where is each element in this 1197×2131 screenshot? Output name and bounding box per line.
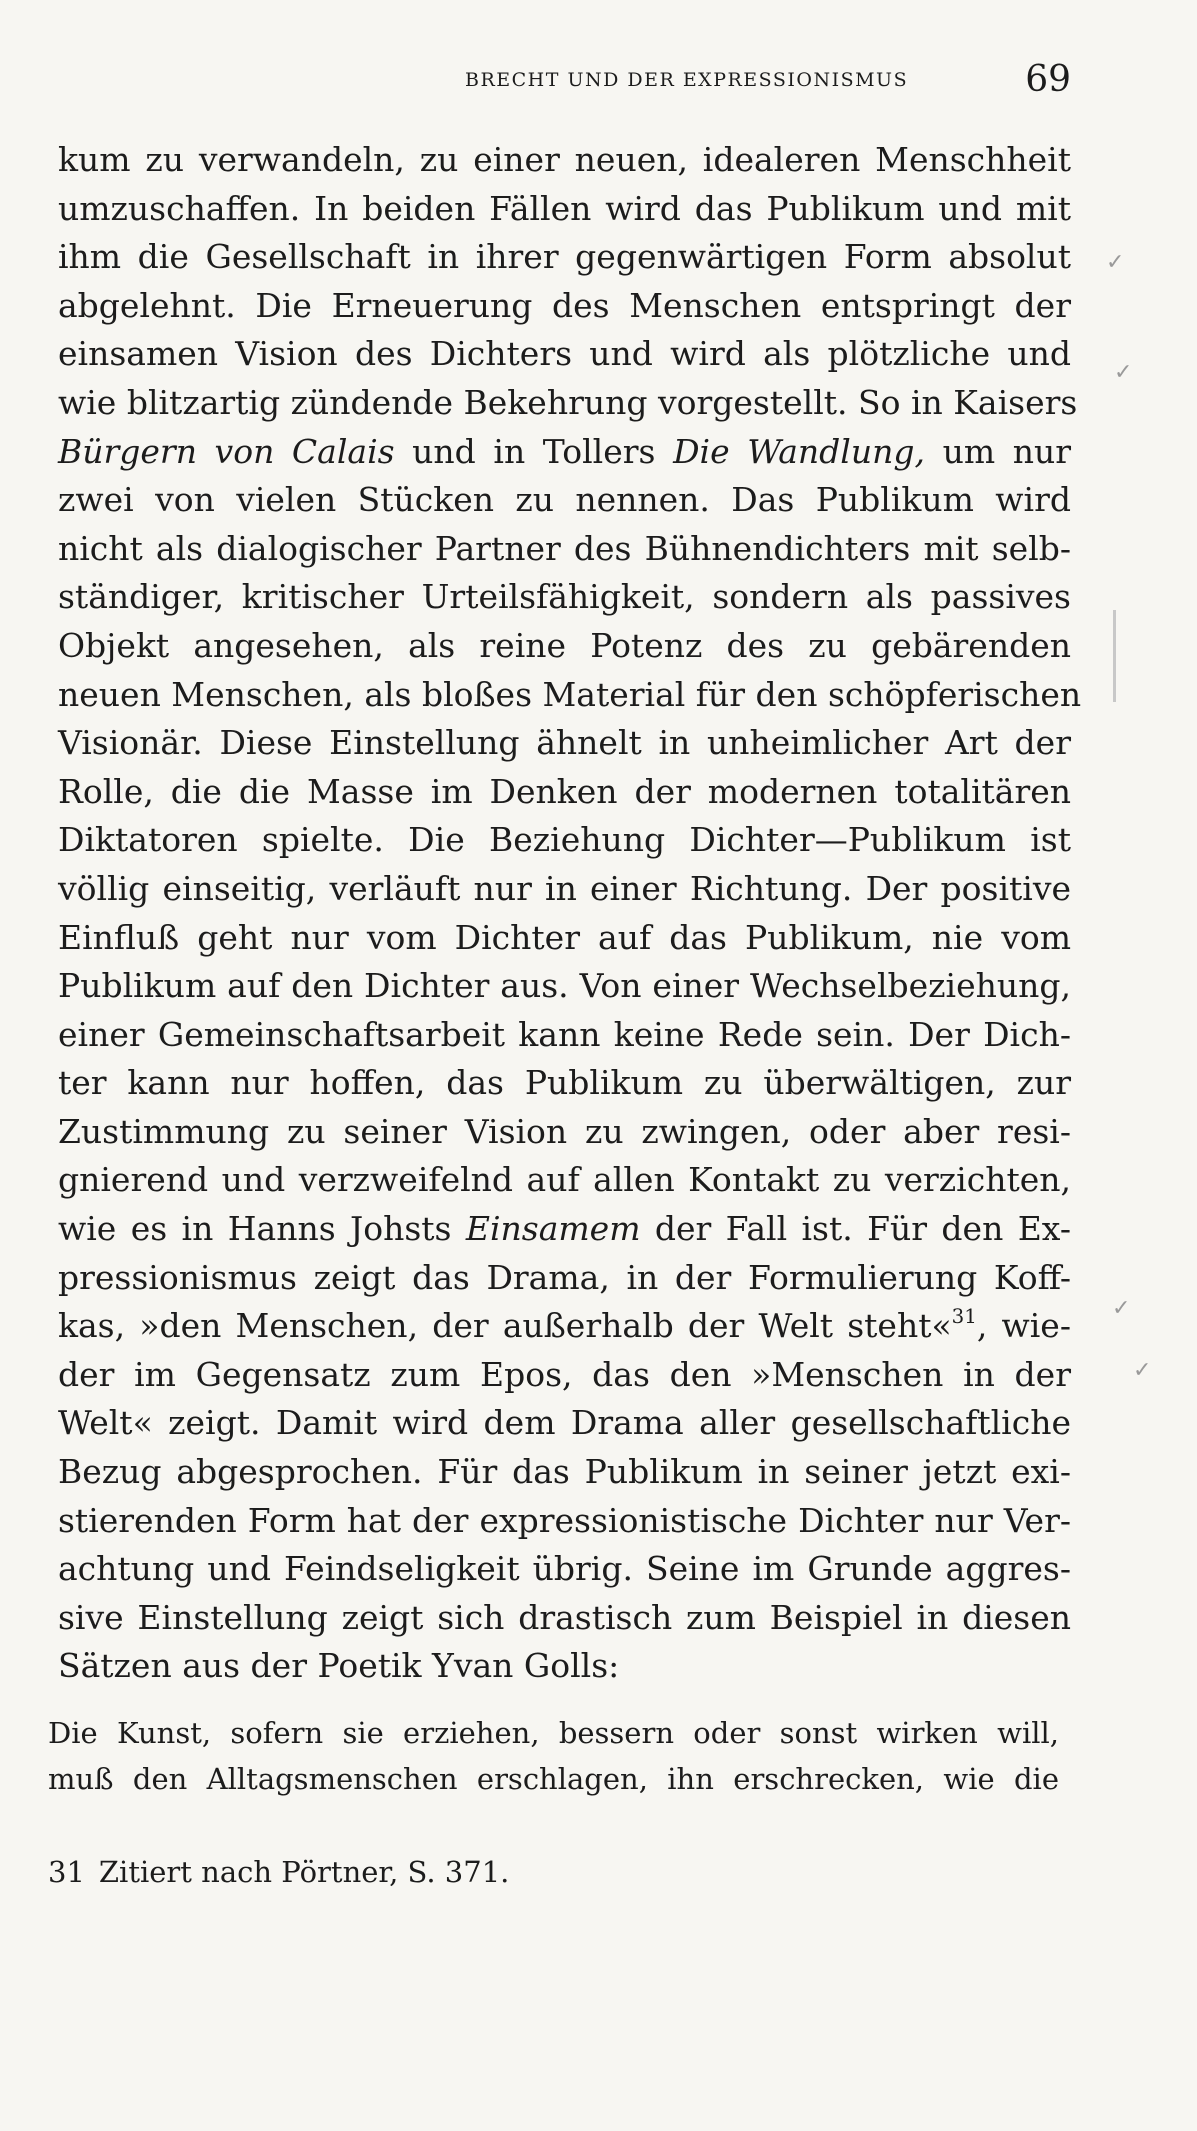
text-line <box>58 233 1071 282</box>
text-segment: Diktatoren spielte. Die Beziehung Dichter—Publikum ist <box>58 820 1071 860</box>
text-line <box>58 1254 1071 1303</box>
text-line <box>58 622 1071 671</box>
text-line <box>58 282 1071 331</box>
footnote-number: 31 <box>48 1855 85 1889</box>
text-line <box>58 379 1078 428</box>
text-segment: Welt« zeigt. Damit wird dem Drama aller gesellschaftliche <box>58 1403 1071 1443</box>
text-segment: achtung und Feindseligkeit übrig. Seine im Grunde aggres- <box>58 1549 1071 1589</box>
text-segment: neuen Menschen, als bloßes Material für den schöpferischen <box>58 674 1082 714</box>
text-segment: sive Einstellung zeigt sich drastisch zum Beispiel in diesen <box>58 1597 1071 1637</box>
text-segment: Zustimmung zu seiner Vision zu zwingen, oder aber resi- <box>58 1111 1071 1151</box>
text-segment: kas, »den Menschen, der außerhalb der Welt steht« <box>58 1306 952 1346</box>
text-segment: wie es in Hanns Johsts <box>58 1209 466 1249</box>
text-segment: nicht als dialogischer Partner des Bühnendichters mit selb- <box>58 528 1071 568</box>
text-segment: abgelehnt. Die Erneuerung des Menschen entspringt der <box>58 285 1071 325</box>
text-segment: zwei von vielen Stücken zu nennen. Das Publikum wird <box>58 480 1071 520</box>
text-segment: Bezug abgesprochen. Für das Publikum in seiner jetzt exi- <box>58 1452 1071 1492</box>
text-line <box>58 1011 1071 1060</box>
text-segment: gnierend und verzweifelnd auf allen Kontakt zu verzichten, <box>58 1160 1071 1200</box>
text-line <box>58 1059 1071 1108</box>
text-line <box>58 865 1071 914</box>
text-segment: ständiger, kritischer Urteilsfähigkeit, sondern als passives <box>58 577 1071 617</box>
text-line <box>58 816 1071 865</box>
text-line <box>58 671 1082 720</box>
quote-line: Die Kunst, sofern sie erziehen, bessern oder sonst wirken will, <box>48 1716 1059 1750</box>
pencil-check-mark: ✓ <box>1106 250 1125 275</box>
text-line <box>58 476 1071 525</box>
italic-title: Die Wandlung, <box>673 431 925 471</box>
text-segment: völlig einseitig, verläuft nur in einer Richtung. Der positive <box>58 868 1071 908</box>
text-segment: einsamen Vision des Dichters und wird als plötzliche und <box>58 334 1071 374</box>
text-segment: Rolle, die die Masse im Denken der modernen totalitären <box>58 771 1071 811</box>
text-line <box>58 1399 1071 1448</box>
text-line <box>58 1205 1071 1254</box>
text-line <box>58 1545 1071 1594</box>
pencil-check-mark: ✓ <box>1133 1358 1152 1383</box>
pencil-check-mark: ✓ <box>1114 360 1133 385</box>
text-line <box>58 573 1071 622</box>
text-segment: Sätzen aus der Poetik Yvan Golls: <box>58 1646 620 1686</box>
text-line <box>58 330 1071 379</box>
text-line <box>58 185 1071 234</box>
text-segment: umzuschaffen. In beiden Fällen wird das Publikum und mit <box>58 188 1071 228</box>
block-quote <box>48 1710 1059 1802</box>
text-segment: stierenden Form hat der expressionistische Dichter nur Ver- <box>58 1500 1071 1540</box>
text-line <box>58 1497 1071 1546</box>
italic-title: Einsamem <box>465 1209 641 1249</box>
text-segment: um nur <box>924 431 1072 471</box>
text-segment: wie blitzartig zündende Bekehrung vorgestellt. So in Kaisers <box>58 382 1078 422</box>
footnote-text: Zitiert nach Pörtner, S. 371. <box>98 1855 510 1889</box>
text-segment: einer Gemeinschaftsarbeit kann keine Rede sein. Der Dich- <box>58 1014 1071 1054</box>
text-line <box>58 1642 1071 1691</box>
text-segment: Publikum auf den Dichter aus. Von einer Wechselbeziehung, <box>58 966 1071 1006</box>
text-line <box>58 768 1071 817</box>
page-number: 69 <box>1025 59 1071 100</box>
footnote <box>48 1850 509 1894</box>
text-line <box>58 719 1071 768</box>
text-line <box>58 1594 1071 1643</box>
text-segment: ter kann nur hoffen, das Publikum zu überwältigen, zur <box>58 1063 1071 1103</box>
text-line <box>58 1156 1071 1205</box>
text-segment: pressionismus zeigt das Drama, in der Formulierung Koff- <box>58 1257 1071 1297</box>
text-line <box>58 1302 1071 1351</box>
text-line <box>58 914 1071 963</box>
text-segment: und in Tollers <box>394 431 674 471</box>
text-segment: kum zu verwandeln, zu einer neuen, idealeren Menschheit <box>58 140 1071 179</box>
text-segment: Einfluß geht nur vom Dichter auf das Publikum, nie vom <box>58 917 1071 957</box>
text-line <box>58 1448 1071 1497</box>
text-segment: der im Gegensatz zum Epos, das den »Menschen in der <box>58 1354 1071 1394</box>
quote-line: muß den Alltagsmenschen erschlagen, ihn erschrecken, wie die <box>48 1762 1059 1796</box>
text-line <box>58 962 1071 1011</box>
pencil-check-mark: ✓ <box>1112 1296 1131 1321</box>
text-segment: der Fall ist. Für den Ex- <box>640 1209 1071 1249</box>
text-line <box>58 428 1071 477</box>
page-header <box>465 50 1071 110</box>
text-line <box>58 525 1071 574</box>
margin-pencil-line <box>1113 610 1116 702</box>
text-line <box>58 1351 1071 1400</box>
text-segment: ihm die Gesellschaft in ihrer gegenwärtigen Form absolut <box>58 237 1071 277</box>
running-title: BRECHT UND DER EXPRESSIONISMUS <box>465 69 909 91</box>
text-segment: Objekt angesehen, als reine Potenz des zu gebärenden <box>58 625 1071 665</box>
body-paragraph <box>58 136 1082 1691</box>
italic-title: Bürgern von Calais <box>58 431 395 471</box>
text-segment: Visionär. Diese Einstellung ähnelt in unheimlicher Art der <box>58 723 1071 763</box>
text-segment: , wie- <box>976 1306 1071 1346</box>
text-line <box>58 136 1071 185</box>
footnote-reference: 31 <box>951 1305 977 1329</box>
text-line <box>58 1108 1071 1157</box>
